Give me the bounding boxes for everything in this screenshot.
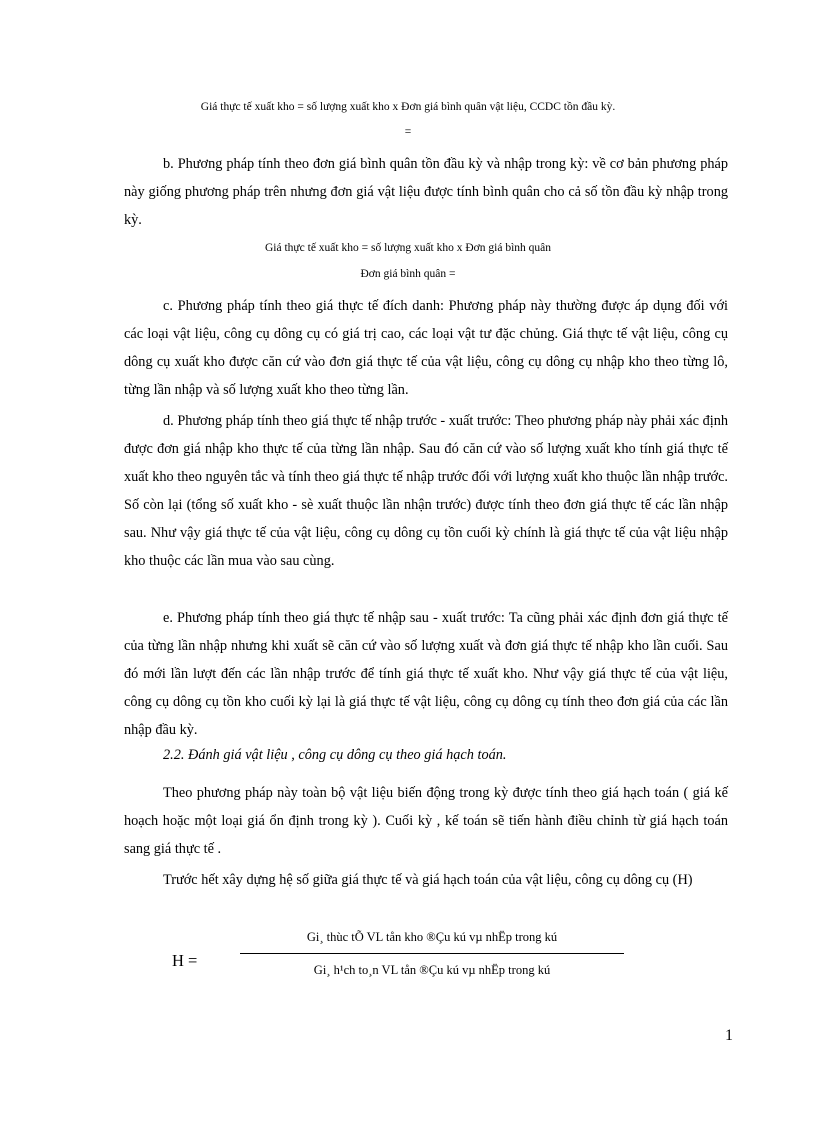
formula-average-unit-price: Đơn giá bình quân = [360,268,456,280]
paragraph-method-e: e. Phương pháp tính theo giá thực tế nhập sau - xuất trước: Ta cũng phải xác định đơn giá thực tế của từng lần nhập nhưng khi xuất sẽ căn cứ vào số lượng xuất và đơn giá thực tế nhập kho lần cuối. Sau đó mới lần lượt đến các lần nhập trước để tính giá thực tế xuất kho. Như vậy giá thực tế của vật liệu, công cụ dông cụ tồn kho cuối kỳ lại là giá thực tế vật liệu, công cụ dông cụ tính theo đơn giá của các lần nhập đầu kỳ. [124,610,728,738]
h-formula-label: H = [172,951,198,970]
h-formula-numerator: Gi¸ thùc tÕ VL tån kho ®Çu kú vµ nhËp trong kú [306,930,558,944]
h-formula-fraction [240,930,624,978]
formula-average-end-of-period: Giá thực tế xuất kho = số lượng xuất kho x Đơn giá bình quân vật liệu, CCDC tồn đầu kỳ. [200,101,616,113]
page-number: 1 [725,1027,733,1044]
formula-actual-price: Giá thực tế xuất kho = số lượng xuất kho x Đơn giá bình quân [265,242,551,254]
paragraph-method-d: d. Phương pháp tính theo giá thực tế nhập trước - xuất trước: Theo phương pháp này phải xác định được đơn giá nhập kho thực tế của từng lần nhập. Sau đó căn cứ vào số lượng xuất kho tính giá thực tế xuất kho theo nguyên tắc và tính theo giá thực tế nhập trước đối với lượng xuất kho thuộc lần nhập trước. Số còn lại (tổng số xuất kho - sè xuất thuộc lần nhận trước) được tính theo đơn giá thực tế các lần nhập sau. Như vậy giá thực tế của vật liệu, công cụ dông cụ tồn cuối kỳ chính là giá thực tế của vật liệu nhập kho thuộc các lần mua vào sau cùng. [124,413,728,569]
fraction-bar [240,953,624,954]
paragraph-method-c: c. Phương pháp tính theo giá thực tế đích danh: Phương pháp này thường được áp dụng đối với các loại vật liệu, công cụ dông cụ có giá trị cao, các loại vật tư đặc chủng. Giá thực tế vật liệu, công cụ dông cụ xuất kho được căn cứ vào đơn giá thực tế của vật liệu, công cụ dông cụ nhập kho theo từng lô, từng lần nhập và số lượng xuất kho theo từng lần. [124,298,728,398]
formula-equals-sign: = [404,126,412,138]
section-heading: 2.2. Đánh giá vật liệu , công cụ dông cụ theo giá hạch toán. [163,747,507,763]
paragraph-coefficient: Trước hết xây dựng hệ số giữa giá thực tế và giá hạch toán của vật liệu, công cụ dông cụ (H) [163,872,693,888]
paragraph-method-b: b. Phương pháp tính theo đơn giá bình quân tồn đầu kỳ và nhập trong kỳ: về cơ bản phương pháp này giống phương pháp trên nhưng đơn giá vật liệu được tính bình quân cho cả số tồn đầu kỳ nhập trong kỳ. [124,156,728,228]
paragraph-accounting-price: Theo phương pháp này toàn bộ vật liệu biến động trong kỳ được tính theo giá hạch toán ( giá kế hoạch hoặc một loại giá ổn định trong kỳ ). Cuối kỳ , kế toán sẽ tiến hành điều chỉnh từ giá hạch toán sang giá thực tế . [124,785,728,857]
h-formula-denominator: Gi¸ h¹ch to¸n VL tån ®Çu kú vµ nhËp trong kú [313,963,551,977]
